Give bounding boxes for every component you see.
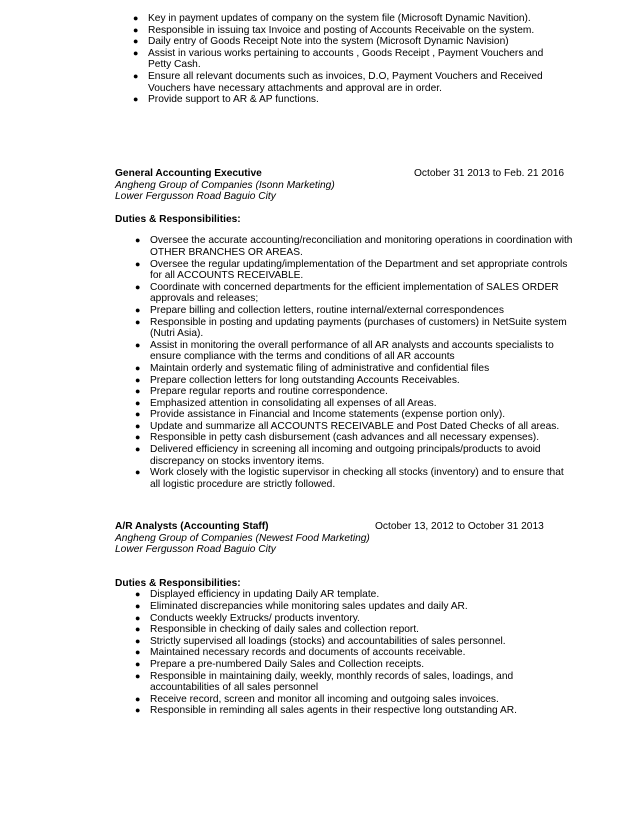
company-address: Lower Fergusson Road Baguio City [115,191,276,203]
company-address: Lower Fergusson Road Baguio City [115,544,276,556]
bullet-text: Prepare regular reports and routine correspondence. [150,386,388,398]
bullet-text: Update and summarize all ACCOUNTS RECEIVABLE and Post Dated Checks of all areas. [150,420,560,432]
bullet-item [115,340,575,363]
bullet-icon: ● [135,374,141,385]
bullet-icon: ● [135,316,141,327]
bullet-icon: ● [135,420,141,431]
bullet-item [115,398,575,410]
bullet-item [115,25,560,37]
bullet-item [115,235,575,258]
bullet-text: Ensure all relevant documents such as invoices, D.O, Payment Vouchers and Received Vouchers have necessary attachments and approval are in order. [148,70,543,94]
duties-bullet-list [115,235,575,490]
bullet-item [115,259,575,282]
job-dates: October 13, 2012 to October 31 2013 [375,521,544,532]
bullet-icon: ● [135,444,141,455]
bullet-text: Key in payment updates of company on the system file (Microsoft Dynamic Navition). [148,13,531,24]
bullet-item [115,601,575,613]
bullet-icon: ● [135,386,141,397]
job-title: General Accounting Executive [115,168,262,179]
bullet-item [115,671,575,694]
bullet-icon: ● [135,589,141,600]
company-name: Angheng Group of Companies (Newest Food Marketing) [115,532,370,544]
bullet-icon: ● [135,235,141,246]
bullet-item [115,613,575,625]
job-general-accounting-executive [115,168,575,490]
bullet-text: Coordinate with concerned departments for the efficient implementation of SALES ORDER approvals and releases; [150,281,559,305]
bullet-item [115,363,575,375]
bullet-item [115,94,560,106]
bullet-icon: ● [133,94,139,105]
bullet-item [115,624,575,636]
bullet-text: Responsible in posting and updating payments (purchases of customers) in NetSuite system (Nutri Asia). [150,316,567,340]
bullet-text: Responsible in maintaining daily, weekly, monthly records of sales, loadings, and accountabilities of all sales personnel [150,670,514,694]
bullet-text: Maintain orderly and systematic filing of administrative and confidential files [150,362,490,374]
bullet-item [115,282,575,305]
bullet-icon: ● [133,24,139,35]
bullet-item [115,444,575,467]
bullet-item [115,13,560,25]
bullet-item [115,636,575,648]
bullet-item [115,467,575,490]
bullet-text: Responsible in petty cash disbursement (cash advances and all necessary expenses). [150,432,540,444]
job-dates: October 31 2013 to Feb. 21 2016 [414,168,565,179]
bullet-text: Conducts weekly Extrucks/ products inventory. [150,612,360,624]
bullet-item [115,589,575,601]
bullet-text: Prepare billing and collection letters, routine internal/external correspondences [150,304,504,316]
bullet-text: Daily entry of Goods Receipt Note into the system (Microsoft Dynamic Navision) [148,36,509,48]
bullet-icon: ● [135,397,141,408]
bullet-icon: ● [135,647,141,658]
bullet-text: Delivered efficiency in screening all incoming and outgoing principals/products to avoid discrepancy on stocks inventory items. [150,444,541,467]
bullet-icon: ● [135,600,141,611]
bullet-text: Maintained necessary records and documents of accounts receivable. [150,647,466,659]
bullet-icon: ● [135,612,141,623]
bullet-text: Displayed efficiency in updating Daily AR template. [150,589,380,601]
bullet-item [115,305,575,317]
bullet-item [115,647,575,659]
bullet-icon: ● [135,467,141,478]
bullet-text: Prepare collection letters for long outstanding Accounts Receivables. [150,374,460,386]
bullet-text: Provide support to AR & AP functions. [148,94,319,106]
bullet-item [115,317,575,340]
duties-bullet-list [115,589,575,717]
bullet-text: Oversee the regular updating/implementation of the Department and set appropriate controls for all ACCOUNTS RECEIVABLE. [150,258,568,282]
bullet-icon: ● [135,339,141,350]
bullet-item [115,705,575,717]
bullet-text: Receive record, screen and monitor all incoming and outgoing sales invoices. [150,693,499,705]
bullet-item [115,36,560,48]
bullet-icon: ● [135,362,141,373]
bullet-icon: ● [135,432,141,443]
bullet-item [115,432,575,444]
bullet-text: Provide assistance in Financial and Income statements (expense portion only). [150,409,506,421]
bullet-icon: ● [135,693,141,704]
bullet-text: Responsible in checking of daily sales and collection report. [150,624,419,636]
bullet-text: Assist in various works pertaining to accounts , Goods Receipt , Payment Vouchers and Petty Cash. [148,47,544,71]
bullet-item [115,409,575,421]
bullet-icon: ● [135,281,141,292]
bullet-icon: ● [133,36,139,47]
bullet-item [115,659,575,671]
bullet-icon: ● [133,47,139,58]
job-ar-analyst [115,521,575,717]
bullet-item [115,421,575,433]
bullet-text: Responsible in issuing tax Invoice and posting of Accounts Receivable on the system. [148,24,535,36]
bullet-text: Emphasized attention in consolidating all expenses of all Areas. [150,397,437,409]
bullet-text: Work closely with the logistic supervisor in checking all stocks (inventory) and to ensure that all logistic procedure are strictly followed. [150,467,564,490]
bullet-item [115,694,575,706]
bullet-item [115,375,575,387]
bullet-icon: ● [135,658,141,669]
bullet-item [115,48,560,71]
company-name: Angheng Group of Companies (Isonn Marketing) [115,179,335,191]
intro-section [115,13,560,106]
bullet-text: Strictly supervised all loadings (stocks) and accountabilities of sales personnel. [150,635,506,647]
duties-heading: Duties & Responsibilities: [115,577,241,589]
bullet-icon: ● [135,705,141,716]
bullet-icon: ● [135,635,141,646]
job-title: A/R Analysts (Accounting Staff) [115,521,269,532]
bullet-text: Prepare a pre-numbered Daily Sales and Collection receipts. [150,658,425,670]
bullet-text: Assist in monitoring the overall performance of all AR analysts and accounts specialists to ensure compliance with the terms and conditions of all AR accounts [150,339,554,363]
bullet-icon: ● [135,670,141,681]
bullet-icon: ● [135,624,141,635]
bullet-item [115,71,560,94]
bullet-text: Oversee the accurate accounting/reconciliation and monitoring operations in coordination with OTHER BRANCHES OR AREAS. [150,235,573,258]
bullet-text: Responsible in reminding all sales agents in their respective long outstanding AR. [150,705,517,717]
bullet-icon: ● [133,70,139,81]
bullet-icon: ● [135,258,141,269]
duties-heading: Duties & Responsibilities: [115,213,241,225]
bullet-icon: ● [133,13,139,23]
bullet-item [115,386,575,398]
bullet-icon: ● [135,304,141,315]
intro-bullet-list [115,13,560,106]
bullet-text: Eliminated discrepancies while monitoring sales updates and daily AR. [150,600,468,612]
bullet-icon: ● [135,409,141,420]
